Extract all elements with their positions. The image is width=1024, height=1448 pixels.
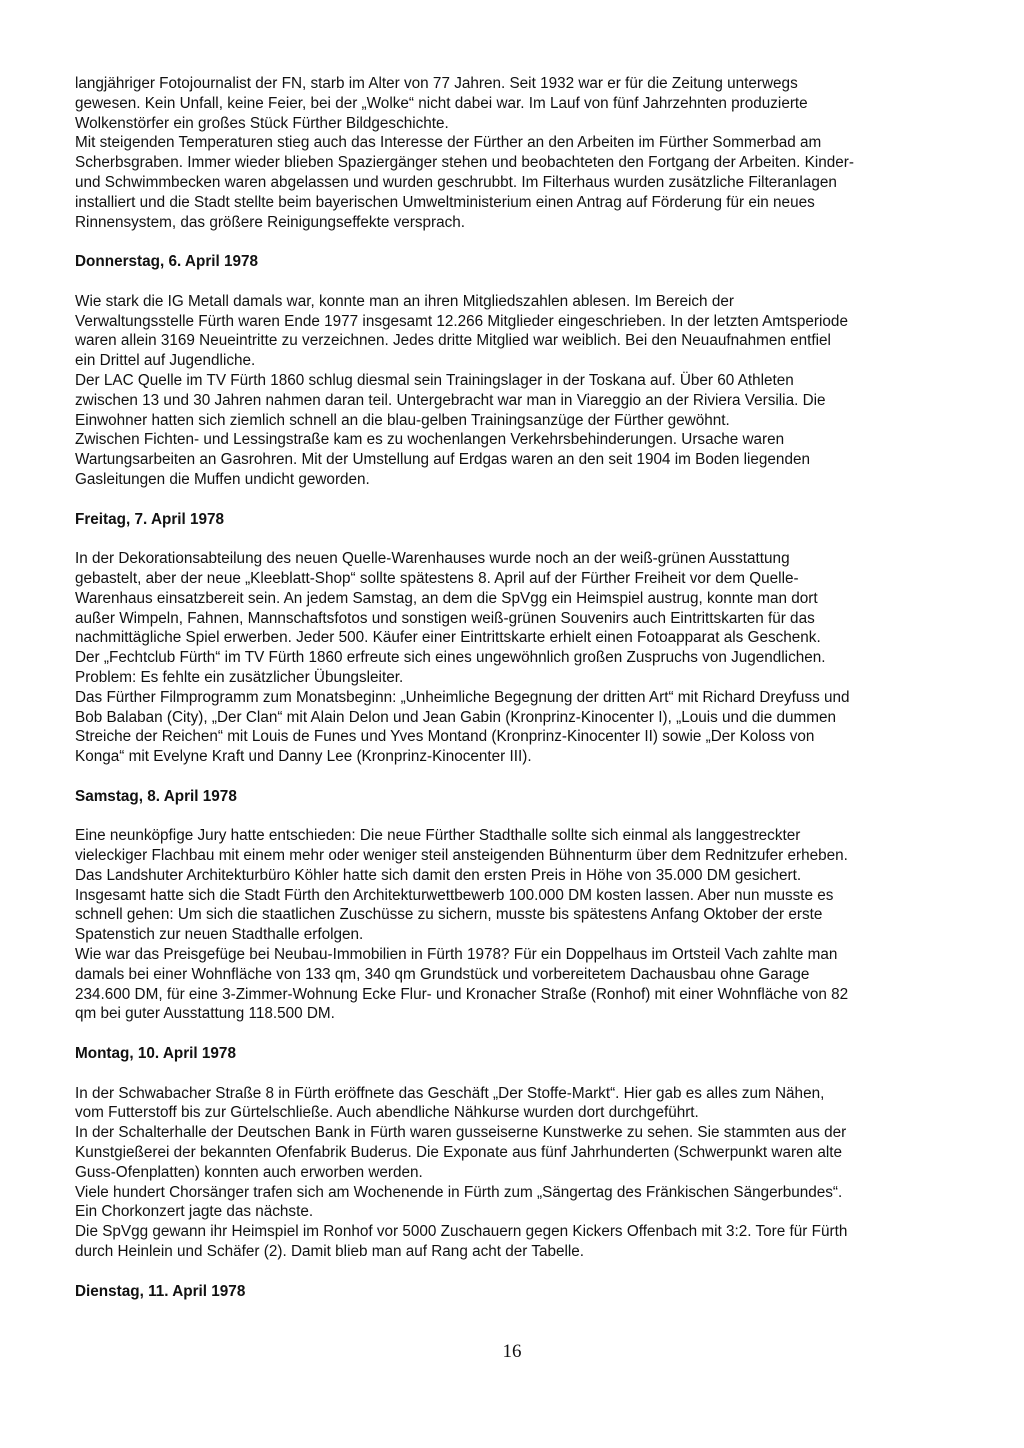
page-number: 16 bbox=[502, 1341, 522, 1362]
date-heading-tuesday-11-april: Dienstag, 11. April 1978 bbox=[75, 1282, 246, 1300]
paragraph-10-april: In der Schwabacher Straße 8 in Fürth eröffnete das Geschäft „Der Stoffe-Markt“. Hier gab es alles zum Nähen, vom Futterstoff bis zur Gürtelschließe. Auch abendliche Nähkurse wurden dort durchgeführt. In der Schalterhalle der Deutschen Bank in Fürth waren gusseiserne Kunstwerke zu sehen. Sie stammten aus der Kunstgießerei der bekannten Ofenfabrik Buderus. Die Exponate aus fünf Jahrhunderten (Schwerpunkt waren alte Guss-Ofenplatten) konnten auch erworben werden. Viele hundert Chorsänger trafen sich am Wochenende in Fürth zum „Sängertag des Fränkischen Sängerbundes“. Ein Chorkonzert jagte das nächste. Die SpVgg gewann ihr Heimspiel im Ronhof vor 5000 Zuschauern gegen Kickers Offenbach mit 3:2. Tore für Fürth durch Heinlein und Schäfer (2). Damit blieb man auf Rang acht der Tabelle. bbox=[75, 1084, 848, 1261]
paragraph-6-april: Wie stark die IG Metall damals war, konnte man an ihren Mitgliedszahlen ablesen. Im Bereich der Verwaltungsstelle Fürth waren Ende 1977 insgesamt 12.266 Mitglieder eingeschrieben. In der letzten Amtsperiode waren allein 3169 Neueintritte zu verzeichnen. Jedes dritte Mitglied war weiblich. Bei den Neuaufnahmen entfiel ein Drittel auf Jugendliche. Der LAC Quelle im TV Fürth 1860 schlug diesmal sein Trainingslager in der Toskana auf. Über 60 Athleten zwischen 13 und 30 Jahren nahmen daran teil. Untergebracht war man in Viareggio an der Riviera Versilia. Die Einwohner hatten sich ziemlich schnell an die blau-gelben Trainingsanzüge der Fürther gewöhnt. Zwischen Fichten- und Lessingstraße kam es zu wochenlangen Verkehrsbehinderungen. Ursache waren Wartungsarbeiten an Gasrohren. Mit der Umstellung auf Erdgas waren an den seit 1904 im Boden liegenden Gasleitungen die Muffen undicht geworden. bbox=[75, 292, 848, 488]
date-heading-thursday-6-april: Donnerstag, 6. April 1978 bbox=[75, 253, 259, 271]
date-heading-monday-10-april: Montag, 10. April 1978 bbox=[75, 1045, 236, 1063]
date-heading-saturday-8-april: Samstag, 8. April 1978 bbox=[75, 787, 237, 805]
paragraph-7-april: In der Dekorationsabteilung des neuen Quelle-Warenhauses wurde noch an der weiß-grünen Ausstattung gebastelt, aber der neue „Kleeblatt-Shop“ sollte spätestens 8. April auf der Fürther Freiheit vor dem Quelle- Warenhaus einsatzbereit sein. An jedem Samstag, an dem die SpVgg ein Heimspiel austrug, konnte man dort außer Wimpeln, Fahnen, Mannschaftsfotos und sonstigen weiß-grünen Souvenirs auch Eintrittskarten für das nachmittägliche Spiel erwerben. Jeder 500. Käufer einer Eintrittskarte erhielt einen Fotoapparat als Geschenk. Der „Fechtclub Fürth“ im TV Fürth 1860 erfreute sich eines ungewöhnlich großen Zuspruchs von Jugendlichen. Problem: Es fehlte ein zusätzlicher Übungsleiter. Das Fürther Filmprogramm zum Monatsbeginn: „Unheimliche Begegnung der dritten Art“ mit Richard Dreyfuss und Bob Balaban (City), „Der Clan“ mit Alain Delon und Jean Gabin (Kronprinz-Kinocenter I), „Louis und die dummen Streiche der Reichen“ mit Louis de Funes und Yves Montand (Kronprinz-Kinocenter II) sowie „Der Koloss von Konga“ mit Evelyne Kraft und Danny Lee (Kronprinz-Kinocenter III). bbox=[75, 550, 850, 766]
paragraph-8-april: Eine neunköpfige Jury hatte entschieden: Die neue Fürther Stadthalle sollte sich einmal als langgestreckter vieleckiger Flachbau mit einem mehr oder weniger steil ansteigenden Bühnenturm über dem Rednitzufer erheben. Das Landshuter Architekturbüro Köhler hatte sich damit den ersten Preis in Höhe von 35.000 DM gesichert. Insgesamt hatte sich die Stadt Fürth den Architekturwettbewerb 100.000 DM kosten lassen. Aber nun musste es schnell gehen: Um sich die staatlichen Zuschüsse zu sichern, musste bis spätestens Anfang Oktober der erste Spatenstich zur neuen Stadthalle erfolgen. Wie war das Preisgefüge bei Neubau-Immobilien in Fürth 1978? Für ein Doppelhaus im Ortsteil Vach zahlte man damals bei einer Wohnfläche von 133 qm, 340 qm Grundstück und vorbereitetem Dachausbau ohne Garage 234.600 DM, für eine 3-Zimmer-Wohnung Ecke Flur- und Kronacher Straße (Ronhof) mit einer Wohnfläche von 82 qm bei guter Ausstattung 118.500 DM. bbox=[75, 827, 849, 1023]
document-body bbox=[75, 74, 953, 1301]
date-heading-friday-7-april: Freitag, 7. April 1978 bbox=[75, 510, 225, 528]
paragraph-intro: langjähriger Fotojournalist der FN, starb im Alter von 77 Jahren. Seit 1932 war er für die Zeitung unterwegs gewesen. Kein Unfall, keine Feier, bei der „Wolke“ nicht dabei war. Im Lauf von fünf Jahrzehnten produzierte Wolkenstörfer ein großes Stück Fürther Bildgeschichte. Mit steigenden Temperaturen stieg auch das Interesse der Fürther an den Arbeiten im Fürther Sommerbad am Scherbsgraben. Immer wieder blieben Spaziergänger stehen und beobachteten den Fortgang der Arbeiten. Kinder- und Schwimmbecken waren abgelassen und wurden geschrubbt. Im Filterhaus wurden zusätzliche Filteranlagen installiert und die Stadt stellte beim bayerischen Umweltministerium einen Antrag auf Förderung für ein neues Rinnensystem, das größere Reinigungseffekte versprach. bbox=[75, 75, 854, 231]
